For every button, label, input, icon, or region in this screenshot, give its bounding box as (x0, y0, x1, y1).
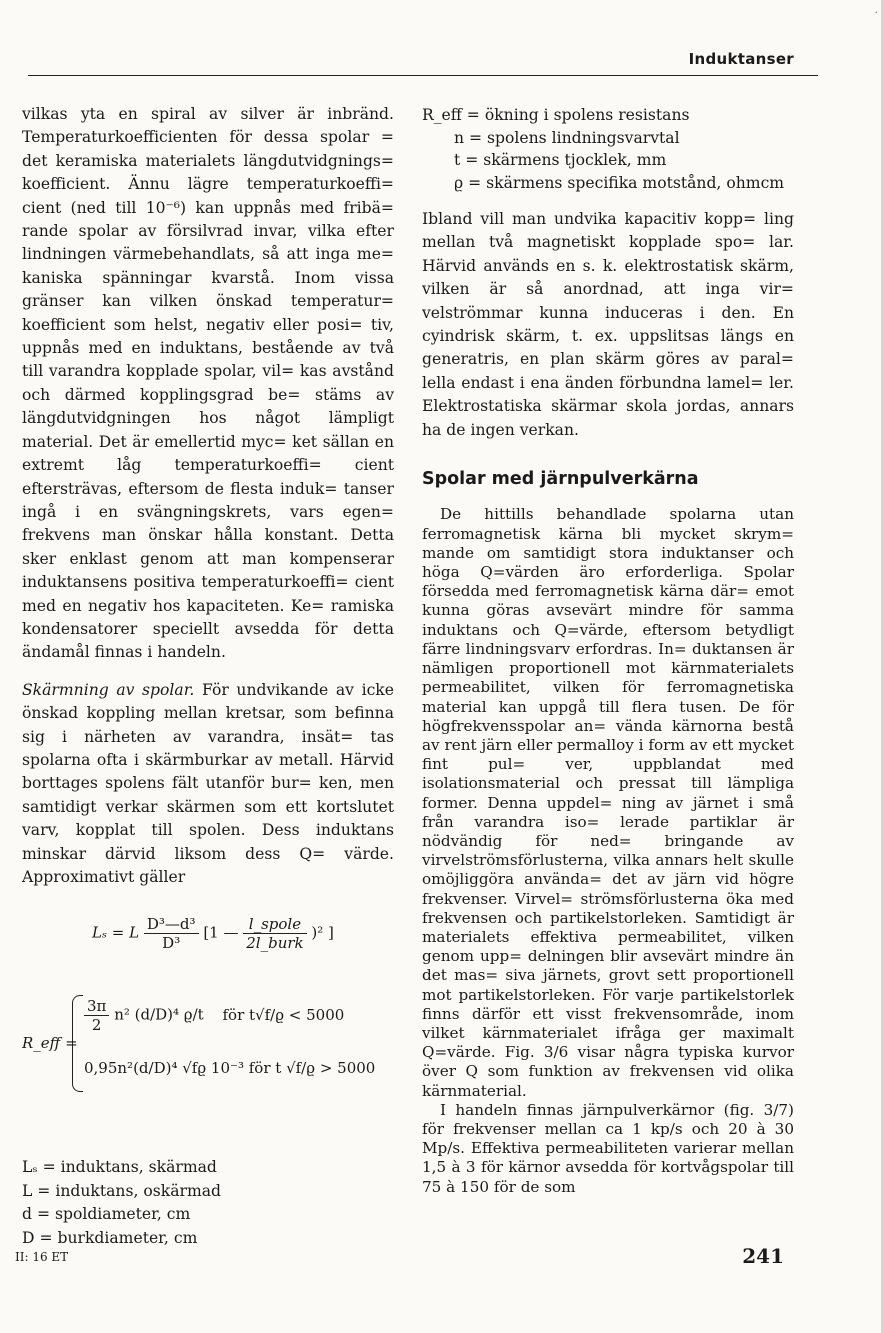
formula-case1-num: 3π (84, 997, 109, 1016)
header-rule (28, 75, 818, 76)
corner-mark: · (874, 6, 878, 19)
right-column (422, 104, 794, 1197)
formula-ls-lhs: Lₛ = L (92, 923, 140, 942)
definition-item: d = spoldiameter, cm (22, 1205, 191, 1224)
definitions-left (22, 1156, 394, 1250)
formula-ls (92, 915, 334, 952)
section-heading: Spolar med järnpulverkärna (422, 469, 699, 490)
definition-item: t = skärmens tjocklek, mm (454, 151, 667, 169)
formula-case1-body: n² (d/D)⁴ ϱ/t (114, 1005, 204, 1024)
paragraph: vilkas yta en spiral av silver är inbränd. Temperaturkoefficienten för dessa spolar = det keramiska materialets längdutvidgnings= koefficient. Ännu lägre temperaturkoeffi= cient (ned till 10⁻⁶) kan uppnås med fribä= rande spolar av försilvrad invar, vilka efter lindningen värmebehandlats, så att inga me= kaniska spänningar kvarstå. Inom vissa gränser kan vilken önskad temperatur= koefficient som helst, negativ eller posi= tiv, uppnås med en induktans, bestående av två till varandra kopplade spolar, vil= kas avstånd och därmed kopplingsgrad be= stäms av längdutvidgningen hos något lämpligt material. Det är emellertid myc= ket sällan en extremt låg temperaturkoeffi= cient eftersträvas, eftersom de flesta induk= tanser ingå i en svängningskrets, vars egen= frekvens man önskar hålla konstant. Detta sker enklast genom att man kompenserar induktansens positiva temperaturkoeffi= cient med en negativ hos kapaciteten. Ke= ramiska kondensatorer speciellt avsedda för detta ändamål finnas i handeln. (22, 105, 394, 662)
formula-ls-inner-frac (243, 915, 306, 952)
formula-case2-body: 0,95n²(d/D)⁴ √fϱ 10⁻³ (84, 1059, 244, 1078)
formula-case1-cond: för t√f/ϱ < 5000 (222, 1005, 345, 1024)
definition-item: R_eff = ökning i spolens resistans (422, 106, 690, 124)
formula-ls-num: D³—d³ (144, 915, 199, 934)
definition-item: Lₛ = induktans, skärmad (22, 1158, 217, 1177)
formula-case2 (84, 1057, 375, 1080)
run-in-heading: Skärmning av spolar. (22, 680, 195, 699)
formula-reff-lhs: R_eff = (22, 1034, 78, 1053)
formula-ls-den: D³ (162, 934, 181, 953)
paragraph: De hittills behandlade spolarna utan ferromagnetisk kärna bli mycket skrym= mande om samtidigt stora induktanser och höga Q=värden äro erforderliga. Spolar försedda med ferromagnetisk kärna där= emot kunna göras avsevärt mindre för samma induktans och Q=värde, eftersom betydligt färre lindningsvarv erfordras. In= duktansen är nämligen proportionell mot kärnmaterialets permeabilitet, vilken för ferromagnetiska material kan uppgå till flera tusen. De för högfrekvensspolar an= vända kärnorna bestå av rent järn eller permalloy i form av ett mycket fint pul= ver, uppblandat med isolationsmaterial och pressat till lämpliga former. Denna uppdel= ning av järnet i små från varandra iso= lerade partiklar är nödvändig för ned= bringande av virvelströmsförlusterna, vilka annars helt skulle omöjliggöra använda= det av järn vid högre frekvenser. Virvel= strömsförlusterna öka med frekvensen och partikelstorleken. Samtidigt är materialets effektiva permeabilitet, vilken genom upp= delningen blir avsevärt mindre än det mas= siva järnets, grovt sett proportionell mot partikelstorleken. För varje partikelstorlek finns därför ett visst frekvensområde, inom vilket kärnmaterialet ifråga ger maximalt Q=värde. Fig. 3/6 visar några typiska kurvor över Q som funktion av frekvensen vid olika kärnmaterial. (422, 505, 794, 1100)
paragraph: I handeln finnas järnpulverkärnor (fig. 3/7) för frekvenser mellan ca 1 kp/s och 20 à 30 Mp/s. Effektiva permeabiliteten varierar mellan 1,5 à 3 för kärnor avsedda för kortvågspolar till 75 à 150 för de som (422, 1100, 794, 1196)
definition-item: n = spolens lindningsvarvtal (454, 128, 680, 147)
footer-signature: II: 16 ET (15, 1250, 69, 1264)
formula-ls-frac (144, 915, 199, 952)
formula-case1 (84, 997, 344, 1034)
formula-case1-den: 2 (91, 1016, 102, 1035)
definition-item: D = burkdiameter, cm (22, 1228, 198, 1247)
left-column (22, 103, 394, 1250)
formula-ls-bracket: [1 — (203, 923, 239, 942)
definitions-right (422, 104, 794, 194)
definition-item: ϱ = skärmens specifika motstånd, ohmcm (454, 173, 785, 192)
formula-ls-inner-den: 2l_burk (246, 934, 304, 953)
page-number: 241 (742, 1244, 784, 1268)
formula-ls-close: )² ] (311, 923, 334, 942)
definition-item: L = induktans, oskärmad (22, 1181, 222, 1200)
running-header: Induktanser (688, 50, 794, 68)
formula-ls-inner-num: l_spole (243, 915, 306, 934)
paragraph-text: För undvikande av icke önskad koppling mellan kretsar, som befinna sig i närheten av varandra, insät= tas spolarna ofta i skärmburkar av metall. Härvid borttages spolens fält utanför bur= ken, men samtidigt verkar skärmen som ett kortslutet varv, kopplat till spolen. Dess induktans minskar därvid liksom dess Q= värde. Approximativt gäller (22, 680, 394, 886)
paragraph: Ibland vill man undvika kapacitiv kopp= ling mellan två magnetiskt kopplade spo= lar. Härvid används en s. k. elektrostatisk skärm, vilken är så anordnad, att inga vir= velströmmar kunna induceras i den. En cyindrisk skärm, t. ex. uppslitsas längs en generatris, en plan skärm göres av paral= lella endast i ena änden förbundna lamel= ler. Elektrostatiska skärmar skola jordas, annars ha de ingen verkan. (422, 210, 794, 439)
formula-case2-cond: för t √f/ϱ > 5000 (248, 1059, 376, 1078)
paragraph (22, 679, 394, 890)
formula-block (22, 897, 394, 1152)
formula-case1-frac (84, 997, 109, 1034)
dense-text (422, 505, 794, 1196)
